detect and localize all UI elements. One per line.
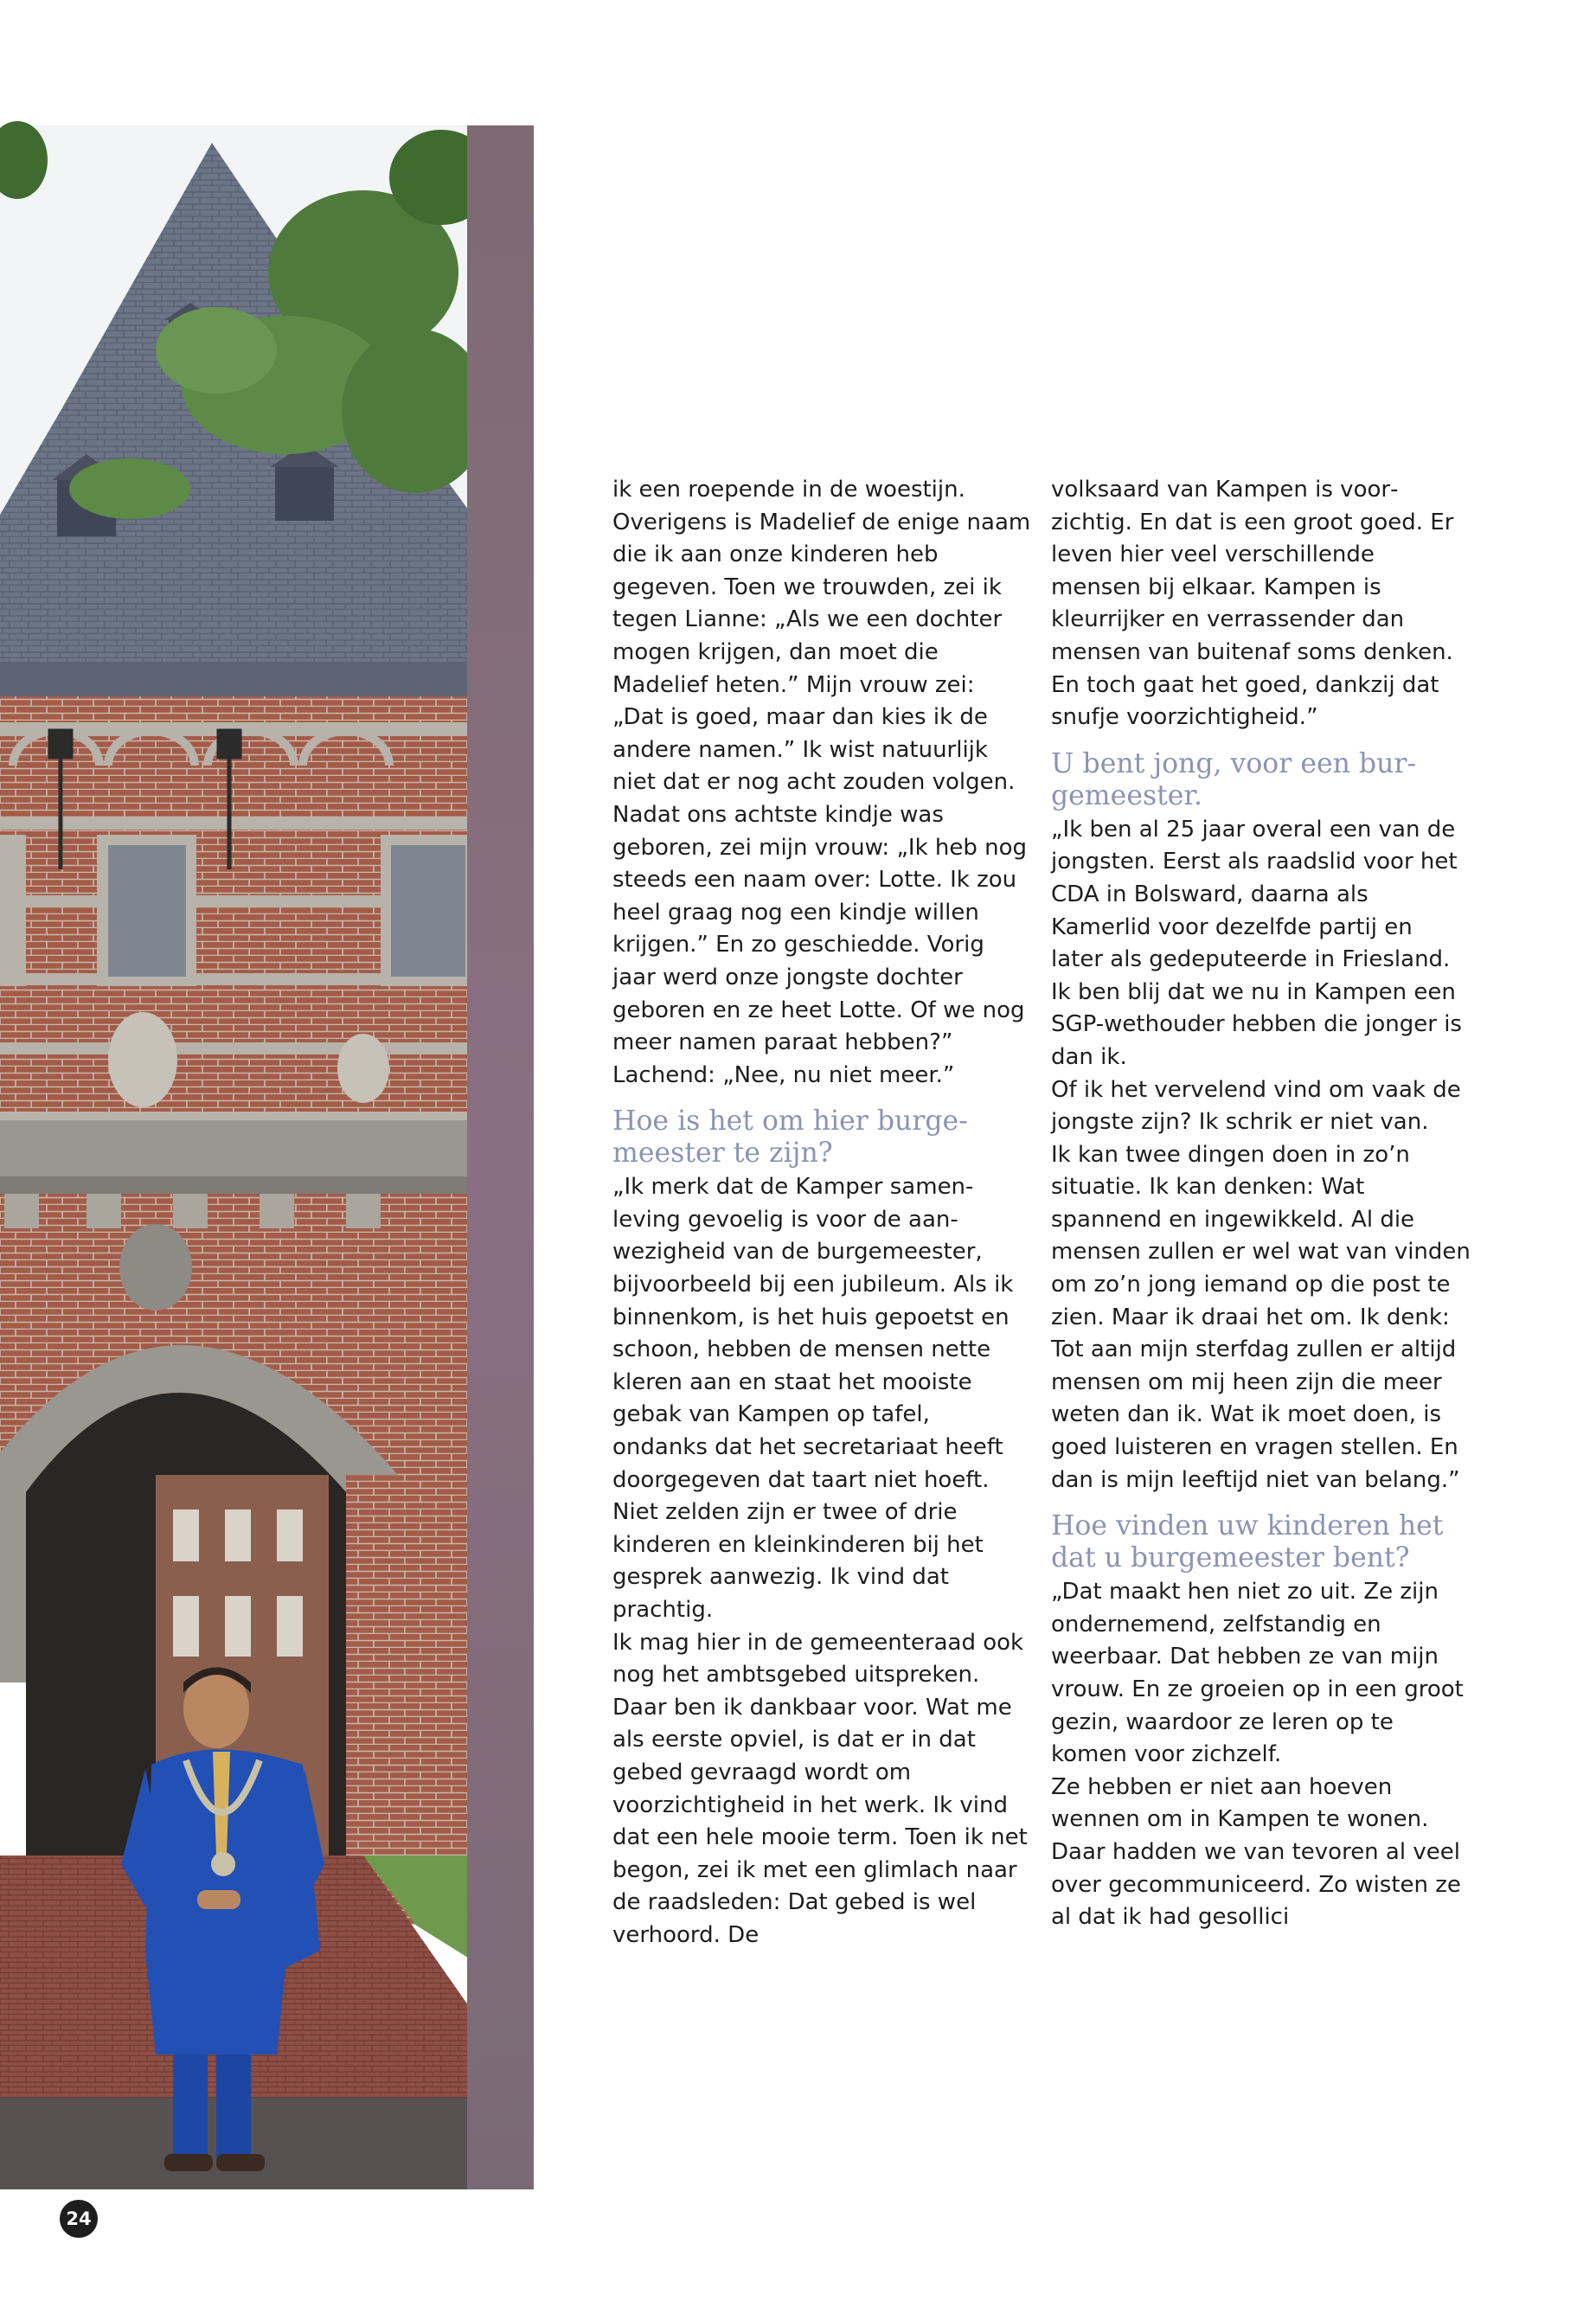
- subheading: U bent jong, voor een burgemeester.: [1051, 747, 1417, 811]
- paragraph: „Dat maakt hen niet zo uit. Ze zijn ondernemend, zelfstandig en weerbaar. Dat hebben ze van mijn vrouw. En ze groeien op in een groot gezin, waardoor ze leren op te komen voor zichzelf.: [1051, 1579, 1464, 1768]
- paragraph: Ik kan twee dingen doen in zo’n situatie. Ik kan denken: Wat spannend en ingewikkeld. Al die mensen zullen er wel wat van vinden om zo’n jong iemand op die post te zien. Maar ik draai het om. Ik denk: Tot aan mijn sterfdag zullen er altijd mensen om mij heen zijn die meer weten dan ik. Wat ik moet doen, is goed luisteren en vragen stellen. En dan is mijn leeftijd niet van belang.”: [1051, 1141, 1471, 1493]
- paragraph: volksaard van Kampen is voorzichtig. En dat is een groot goed. Er leven hier veel verschillende mensen bij elkaar. Kampen is kleurrijker en verrassender dan mensen van buitenaf soms denken. En toch gaat het goed, dankzij dat snufje voorzichtigheid.”: [1051, 477, 1454, 731]
- paragraph: „Ik ben al 25 jaar overal een van de jongsten. Eerst als raadslid voor het CDA in Bolsward, daarna als Kamerlid voor dezelfde partij en later als gedeputeerde in Friesland. Ik ben blij dat we nu in Kampen een SGP-wethouder hebben die jonger is dan ik.: [1051, 816, 1462, 1070]
- article-column-right: [1051, 474, 1471, 1934]
- paragraph: „Ik merk dat de Kamper samenleving gevoelig is voor de aanwezigheid van de burgemeester, bijvoorbeeld bij een jubileum. Als ik binnenkom, is het huis gepoetst en schoon, hebben de mensen nette kleren aan en staat het mooiste gebak van Kampen op tafel, ondanks dat het secretariaat heeft doorgegeven dat taart niet hoeft. Niet zelden zijn er twee of drie kinderen en kleinkinderen bij het gesprek aanwezig. Ik vind dat prachtig.: [612, 1174, 1014, 1623]
- paragraph: Of ik het vervelend vind om vaak de jongste zijn? Ik schrik er niet van.: [1051, 1076, 1461, 1136]
- color-band: [467, 125, 534, 2189]
- paragraph: ik een roepende in de woestijn. Overigens is Madelief de enige naam die ik aan onze kinderen heb gegeven. Toen we trouwden, zei ik tegen Lianne: „Als we een dochter mogen krijgen, dan moet die Madelief heten.” Mijn vrouw zei: „Dat is goed, maar dan kies ik de andere namen.” Ik wist natuurlijk niet dat er nog acht zouden volgen.: [612, 477, 1031, 796]
- article-photo: [0, 125, 534, 2229]
- page-number: 24: [60, 2200, 98, 2238]
- subheading: Hoe vinden uw kinderen het dat u burgemeester bent?: [1051, 1510, 1444, 1574]
- article-column-left: [612, 474, 1032, 1952]
- paragraph: Ik mag hier in de gemeenteraad ook nog het ambtsgebed uitspreken. Daar ben ik dankbaar voor. Wat me als eerste opviel, is dat er in dat gebed gevraagd wordt om voorzichtigheid in het werk. Ik vind dat een hele mooie term. Toen ik net begon, zei ik met een glimlach naar de raadsleden: Dat gebed is wel verhoord. De: [612, 1629, 1028, 1948]
- subheading: Hoe is het om hier burgemeester te zijn?: [612, 1106, 968, 1170]
- paragraph: Nadat ons achtste kindje was geboren, zei mijn vrouw: „Ik heb nog steeds een naam over: Lotte. Ik zou heel graag nog een kindje willen krijgen.” En zo geschiedde. Vorig jaar werd onze jongste dochter geboren en ze heet Lotte. Of we nog meer namen paraat hebben?” Lachend: „Nee, nu niet meer.”: [612, 801, 1028, 1088]
- city-gate-photo: [0, 125, 534, 2189]
- keystone-head: [119, 1224, 192, 1311]
- paragraph: Ze hebben er niet aan hoeven wennen om in Kampen te wonen. Daar hadden we van tevoren al veel over gecommuniceerd. Zo wisten ze al dat ik had gesollici: [1051, 1773, 1461, 1931]
